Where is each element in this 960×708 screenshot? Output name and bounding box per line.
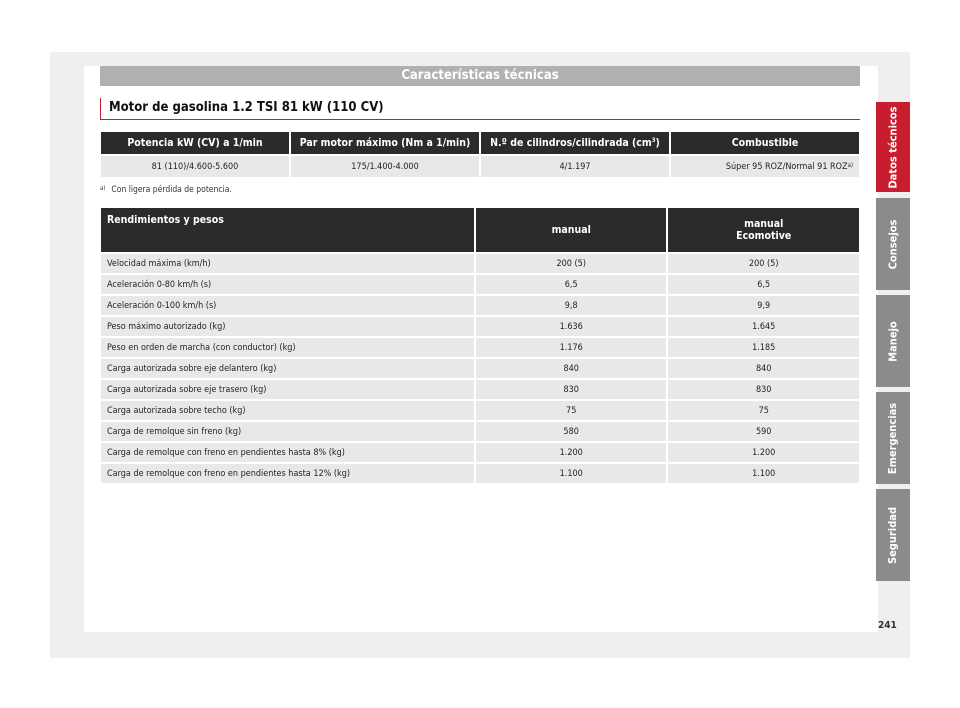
table-cell: 4/1.197 — [481, 154, 669, 177]
page-number: 241 — [878, 620, 897, 631]
table-cell: 1.100 — [476, 462, 667, 483]
table-row — [101, 252, 859, 273]
performance-table-header — [101, 208, 859, 252]
superscript: 3 — [651, 137, 656, 144]
table-cell: Carga autorizada sobre eje trasero (kg) — [101, 378, 474, 399]
table-cell: 6,5 — [668, 273, 859, 294]
table-cell: Aceleración 0-80 km/h (s) — [101, 273, 474, 294]
header-cell-text: manual — [744, 218, 784, 230]
table-cell: 1.176 — [476, 336, 667, 357]
table-cell: 1.636 — [476, 315, 667, 336]
table-cell: 840 — [476, 357, 667, 378]
table-row — [101, 154, 859, 177]
tab-label: Seguridad — [886, 506, 900, 564]
header-cell: Par motor máximo (Nm a 1/min) — [291, 132, 479, 154]
table-row — [101, 420, 859, 441]
table-row — [101, 399, 859, 420]
chapter-header: Características técnicas — [100, 66, 860, 86]
header-cell: manual — [476, 208, 667, 252]
table-cell: 9,8 — [476, 294, 667, 315]
header-cell: Potencia kW (CV) a 1/min — [101, 132, 289, 154]
tab-label: Datos técnicos — [886, 105, 900, 189]
table-cell: 830 — [476, 378, 667, 399]
table-row — [101, 378, 859, 399]
tab-consejos[interactable] — [876, 198, 910, 290]
footnote-ref: a) — [847, 161, 853, 169]
tab-emergencias[interactable] — [876, 392, 910, 484]
table-cell: Carga de remolque con freno en pendientes hasta 12% (kg) — [101, 462, 474, 483]
header-cell-text: N.º de cilindros/cilindrada (cm — [490, 137, 652, 149]
table-cell: Carga de remolque con freno en pendientes hasta 8% (kg) — [101, 441, 474, 462]
table-cell: Aceleración 0-100 km/h (s) — [101, 294, 474, 315]
footnote — [100, 185, 232, 195]
table-cell: Velocidad máxima (km/h) — [101, 252, 474, 273]
table-cell: Carga autorizada sobre eje delantero (kg) — [101, 357, 474, 378]
table-cell: Carga de remolque sin freno (kg) — [101, 420, 474, 441]
table-cell: 75 — [668, 399, 859, 420]
header-cell-text: ) — [655, 137, 660, 149]
table-cell: 1.100 — [668, 462, 859, 483]
table-cell: 75 — [476, 399, 667, 420]
tab-label: Manejo — [886, 320, 900, 362]
footnote-text: Con ligera pérdida de potencia. — [111, 185, 232, 195]
footnote-mark: a) — [100, 185, 106, 192]
table-cell: 6,5 — [476, 273, 667, 294]
table-cell: 590 — [668, 420, 859, 441]
header-cell-text: Ecomotive — [736, 230, 792, 242]
table-row — [101, 273, 859, 294]
table-cell: 1.200 — [476, 441, 667, 462]
table-row — [101, 336, 859, 357]
tab-label: Consejos — [886, 219, 900, 269]
table-cell: 1.185 — [668, 336, 859, 357]
header-cell: Rendimientos y pesos — [101, 208, 474, 252]
header-cell — [481, 132, 669, 154]
table-cell: 200 (5) — [668, 252, 859, 273]
table-cell: Peso máximo autorizado (kg) — [101, 315, 474, 336]
table-cell: 9,9 — [668, 294, 859, 315]
table-cell: 81 (110)/4.600-5.600 — [101, 154, 289, 177]
engine-table-header — [101, 132, 859, 154]
section-title: Motor de gasolina 1.2 TSI 81 kW (110 CV) — [100, 98, 860, 120]
tab-manejo[interactable] — [876, 295, 910, 387]
tab-seguridad[interactable] — [876, 489, 910, 581]
table-row — [101, 294, 859, 315]
table-row — [101, 357, 859, 378]
table-cell: Peso en orden de marcha (con conductor) (kg) — [101, 336, 474, 357]
table-row — [101, 462, 859, 483]
tab-datos-tecnicos[interactable] — [876, 102, 910, 192]
table-cell: 175/1.400-4.000 — [291, 154, 479, 177]
header-cell — [668, 208, 859, 252]
engine-table — [99, 132, 861, 177]
cell-text: Súper 95 ROZ/Normal 91 ROZ — [725, 161, 848, 172]
performance-table — [99, 208, 861, 483]
table-row — [101, 441, 859, 462]
table-row — [101, 315, 859, 336]
performance-table-body — [101, 252, 859, 483]
table-cell — [671, 154, 859, 177]
table-cell: 1.200 — [668, 441, 859, 462]
table-cell: Carga autorizada sobre techo (kg) — [101, 399, 474, 420]
table-cell: 840 — [668, 357, 859, 378]
tab-label: Emergencias — [886, 402, 900, 474]
table-cell: 580 — [476, 420, 667, 441]
table-cell: 830 — [668, 378, 859, 399]
table-cell: 200 (5) — [476, 252, 667, 273]
table-cell: 1.645 — [668, 315, 859, 336]
header-cell: Combustible — [671, 132, 859, 154]
